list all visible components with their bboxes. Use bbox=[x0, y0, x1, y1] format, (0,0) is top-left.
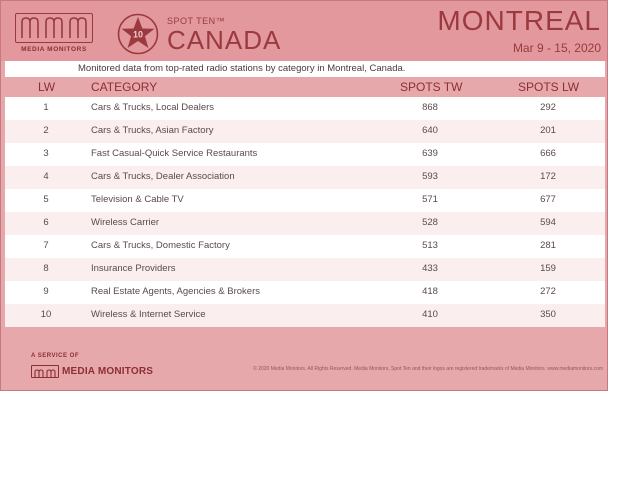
cell-category: Insurance Providers bbox=[91, 263, 176, 274]
cell-spots-tw: 528 bbox=[422, 217, 438, 228]
cell-spots-lw: 350 bbox=[540, 309, 556, 320]
table-row bbox=[5, 189, 605, 212]
service-label: A SERVICE OF bbox=[31, 353, 80, 359]
cell-spots-tw: 418 bbox=[422, 286, 438, 297]
date-range: Mar 9 - 15, 2020 bbox=[512, 41, 601, 55]
table-row bbox=[5, 120, 605, 143]
cell-spots-tw: 410 bbox=[422, 309, 438, 320]
cell-lw: 8 bbox=[43, 263, 49, 274]
cell-spots-tw: 640 bbox=[422, 125, 438, 136]
table-body bbox=[5, 97, 605, 327]
star-icon bbox=[117, 13, 159, 55]
cell-lw: 6 bbox=[43, 217, 49, 228]
cell-lw: 9 bbox=[43, 286, 49, 297]
table-row bbox=[5, 97, 605, 120]
logo-text: MEDIA MONITORS bbox=[21, 46, 87, 53]
cell-lw: 5 bbox=[43, 194, 49, 205]
cell-spots-tw: 868 bbox=[422, 102, 438, 113]
cell-category: Cars & Trucks, Dealer Association bbox=[91, 171, 235, 182]
footer-waveform-icon bbox=[32, 368, 58, 379]
cell-spots-lw: 594 bbox=[540, 217, 556, 228]
cell-lw: 7 bbox=[43, 240, 49, 251]
spot-ten-label: SPOT TEN™ bbox=[167, 16, 226, 26]
table-row bbox=[5, 212, 605, 235]
cell-spots-tw: 571 bbox=[422, 194, 438, 205]
column-header-lw: LW bbox=[38, 80, 56, 94]
badge-number: 10 bbox=[132, 29, 144, 40]
country-title: CANADA bbox=[167, 25, 282, 55]
logo-mark bbox=[15, 13, 93, 43]
spot-ten-badge bbox=[117, 13, 159, 55]
table-row bbox=[5, 143, 605, 166]
cell-spots-lw: 292 bbox=[540, 102, 556, 113]
cell-category: Wireless & Internet Service bbox=[91, 309, 206, 320]
media-monitors-logo bbox=[15, 13, 93, 53]
cell-spots-lw: 666 bbox=[540, 148, 556, 159]
column-header-category: CATEGORY bbox=[91, 80, 158, 94]
cell-lw: 10 bbox=[40, 309, 52, 320]
cell-lw: 4 bbox=[43, 171, 49, 182]
cell-lw: 2 bbox=[43, 125, 49, 136]
cell-spots-tw: 593 bbox=[422, 171, 438, 182]
cell-spots-lw: 172 bbox=[540, 171, 556, 182]
cell-category: Fast Casual-Quick Service Restaurants bbox=[91, 148, 258, 159]
cell-spots-tw: 639 bbox=[422, 148, 438, 159]
cell-category: Cars & Trucks, Domestic Factory bbox=[91, 240, 230, 251]
column-header-spots-tw: SPOTS TW bbox=[400, 80, 463, 94]
cell-spots-lw: 159 bbox=[540, 263, 556, 274]
cell-category: Real Estate Agents, Agencies & Brokers bbox=[91, 286, 260, 297]
header bbox=[1, 1, 607, 61]
table-row bbox=[5, 166, 605, 189]
table-row bbox=[5, 304, 605, 327]
city-title: MONTREAL bbox=[437, 5, 601, 36]
cell-spots-lw: 677 bbox=[540, 194, 556, 205]
footer-logo-text: MEDIA MONITORS bbox=[62, 366, 154, 377]
cell-spots-lw: 201 bbox=[540, 125, 556, 136]
footer-logo-mark bbox=[31, 365, 59, 378]
cell-spots-tw: 433 bbox=[422, 263, 438, 274]
cell-lw: 3 bbox=[43, 148, 49, 159]
cell-category: Television & Cable TV bbox=[91, 194, 184, 205]
subtitle-text: Monitored data from top-rated radio stations by category in Montreal, Canada. bbox=[78, 63, 406, 74]
cell-category: Wireless Carrier bbox=[91, 217, 160, 228]
table-header bbox=[5, 77, 605, 97]
table-row bbox=[5, 258, 605, 281]
cell-lw: 1 bbox=[43, 102, 49, 113]
column-header-spots-lw: SPOTS LW bbox=[518, 80, 580, 94]
copyright-notice: © 2020 Media Monitors. All Rights Reserved. Media Monitors, Spot Ten and their logos are registered trademarks of Media Monitors. www.mediamonitors.com bbox=[253, 366, 603, 372]
cell-category: Cars & Trucks, Local Dealers bbox=[91, 102, 215, 113]
cell-category: Cars & Trucks, Asian Factory bbox=[91, 125, 214, 136]
table-row bbox=[5, 281, 605, 304]
subtitle-band bbox=[5, 61, 605, 77]
logo-waveform-icon bbox=[16, 14, 91, 41]
cell-spots-tw: 513 bbox=[422, 240, 438, 251]
footer-logo bbox=[31, 364, 165, 380]
cell-spots-lw: 281 bbox=[540, 240, 556, 251]
cell-spots-lw: 272 bbox=[540, 286, 556, 297]
table-row bbox=[5, 235, 605, 258]
